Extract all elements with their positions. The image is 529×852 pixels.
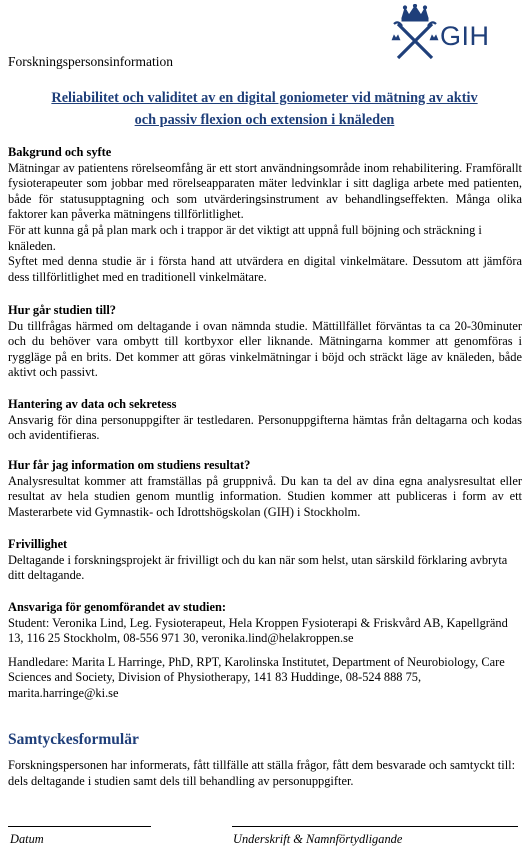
section-responsible bbox=[8, 600, 522, 702]
title-line-2: och passiv flexion och extension i knäleden bbox=[134, 112, 395, 128]
consent-heading: Samtyckesformulär bbox=[8, 731, 139, 748]
consent-section bbox=[8, 758, 522, 789]
section-procedure bbox=[8, 303, 522, 381]
section-paragraph: Deltagande i forskningsprojekt är frivilligt och du kan när som helst, utan särskild förklaring avbryta ditt deltagande. bbox=[8, 552, 508, 583]
section-background bbox=[8, 145, 522, 285]
section-heading: Frivillighet bbox=[8, 537, 68, 551]
consent-text: Forskningspersonen har informerats, fått tillfälle att ställa frågor, fått dem besvarade och samtyckt till: dels deltagande i studien samt dels till behandling av personuppgifter. bbox=[8, 758, 516, 788]
section-heading: Hantering av data och sekretess bbox=[8, 397, 177, 411]
document-title bbox=[8, 87, 521, 131]
date-line bbox=[8, 826, 151, 827]
section-paragraph: Analysresultat kommer att framställas på gruppnivå. Du kan ta del av dina egna analysresultat eller resultat av hela studien genom muntlig information. Studien kommer att publiceras i form av ett Masterarbete vid Gymnastik- och Idrottshögskolan (GIH) i Stockholm. bbox=[8, 473, 522, 519]
section-data-handling bbox=[8, 397, 522, 444]
logo-text: GIH bbox=[440, 21, 490, 51]
section-heading: Hur går studien till? bbox=[8, 303, 116, 317]
supervisor-contact: Handledare: Marita L Harringe, PhD, RPT, Karolinska Institutet, Department of Neurobiology, Care Sciences and Society, Division of Physiotherapy, 141 83 Huddinge, 08-524 888 75, marita.harringe@ki.se bbox=[8, 654, 505, 700]
section-heading: Hur får jag information om studiens resultat? bbox=[8, 458, 251, 472]
section-paragraph: Syftet med denna studie är i första hand att utvärdera en digital vinkelmätare. Dessutom att jämföra dess tillförlitlighet med en traditionell vinkelmätare. bbox=[8, 254, 522, 284]
title-line-1: Reliabilitet och validitet av en digital goniometer vid mätning av aktiv bbox=[51, 90, 478, 106]
section-voluntary bbox=[8, 537, 522, 584]
section-paragraph: För att kunna gå på plan mark och i trappor är det viktigt att uppnå full böjning och sträckning i knäleden. bbox=[8, 222, 482, 253]
student-contact: Student: Veronika Lind, Leg. Fysioterapeut, Hela Kroppen Fysioterapi & Friskvård AB, Kapellgränd 13, 116 25 Stockholm, 08-556 971 30, veronika.lind@helakroppen.se bbox=[8, 615, 508, 646]
section-heading: Ansvariga för genomförandet av studien: bbox=[8, 600, 226, 614]
crown-crossed-sticks-emblem-icon bbox=[390, 4, 440, 60]
section-heading: Bakgrund och syfte bbox=[8, 145, 112, 159]
section-paragraph: Mätningar av patientens rörelseomfång är ett stort användningsområde inom rehabilitering. Framförallt fysioterapeuter som jobbar med rörelseapparaten mäter ledvinklar i sitt dagliga arbete med patienten, både för statusupptagning och som utvärderingsinstrument av behandlingseffekten. Många olika faktorer kan påverka mätningens tillförlitlighet. bbox=[8, 160, 522, 222]
section-paragraph: Ansvarig för dina personuppgifter är testledaren. Personuppgifterna hämtas från deltagarna och kodas och avidentifieras. bbox=[8, 412, 522, 443]
gih-logo bbox=[390, 4, 520, 60]
date-label: Datum bbox=[10, 832, 44, 846]
header-label: Forskningspersonsinformation bbox=[8, 54, 173, 69]
signature-line bbox=[232, 826, 518, 827]
signature-label: Underskrift & Namnförtydligande bbox=[233, 832, 403, 846]
section-paragraph: Du tillfrågas härmed om deltagande i ovan nämnda studie. Mättillfället förväntas ta ca 20-30minuter och du behöver vara ombytt till kortbyxor eller liknande. Mätningarna kommer att genomföras i ryggläge på en brits. Det kommer att göras vinkelmätningar i böjd och sträckt läge av knäleden, både aktivt och passivt. bbox=[8, 318, 522, 380]
section-results bbox=[8, 458, 522, 520]
